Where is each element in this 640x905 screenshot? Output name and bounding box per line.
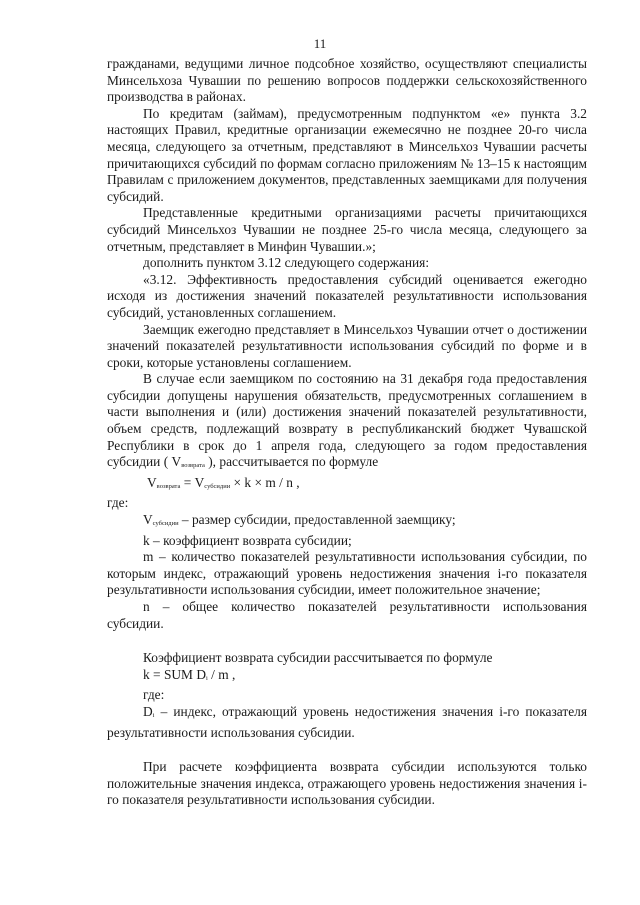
def-v-text: – размер субсидии, предоставленной заемщику; — [178, 512, 456, 528]
def-v-subscript: субсидии — [152, 520, 179, 528]
formula-return-volume — [107, 475, 587, 496]
spacer — [107, 632, 587, 650]
formula-k-rest: / m , — [207, 666, 236, 682]
spacer — [107, 741, 587, 759]
definition-d-index — [107, 704, 587, 741]
formula-coefficient — [107, 667, 587, 688]
v-return-subscript: возврата — [181, 462, 205, 470]
formula-k-sub: i — [205, 674, 208, 682]
def-d-symbol: D — [143, 703, 153, 719]
where-label-2: где: — [143, 687, 165, 703]
definition-m: m – количество показателей результативности использования субсидии, по которым индекс, отражающий уровень недостижения значения i-го показателя результативности использования субсидии, имеет положительное значение; — [107, 549, 587, 598]
paragraph-violation-return — [107, 371, 587, 475]
paragraph-calculations-submitted: Представленные кредитными организациями расчеты причитающихся субсидий Минсельхоз Чувашии не позднее 25-го числа месяца, следующего за отчетным, представляет в Минфин Чувашии.»; — [107, 205, 587, 254]
formula-v-subsidy: = V — [180, 474, 205, 490]
definition-v-subsidy — [107, 512, 587, 533]
paragraph-borrower-report: Заемщик ежегодно представляет в Минсельхоз Чувашии отчет о достижении значений показателей результативности использования субсидий по форме и в сроки, которые установлены соглашением. — [107, 321, 587, 370]
def-d-text: – индекс, отражающий уровень недостижения значения i-го показателя результативности использования субсидии. — [107, 703, 587, 740]
paragraph-clause-3-12: «3.12. Эффективность предоставления субсидий оценивается ежегодно исходя из достижения значений показателей результативности использования субсидий, установленных соглашением. — [107, 271, 587, 320]
paragraph-add-clause: дополнить пунктом 3.12 следующего содержания: — [143, 255, 430, 271]
formula-rest: × k × m / n , — [230, 474, 300, 490]
page-number: 11 — [313, 36, 327, 51]
paragraph-citizens-farms: гражданами, ведущими личное подсобное хозяйство, осуществляют специалисты Минсельхоза Чувашии по решению вопросов поддержки сельскохозяйственного производства в районах. — [107, 56, 587, 105]
definition-n: n – общее количество показателей результативности использования субсидии. — [107, 599, 587, 631]
paragraph-coefficient-formula: Коэффициент возврата субсидии рассчитывается по формуле — [143, 650, 493, 666]
violation-text: В случае если заемщиком по состоянию на 31 декабря года предоставления субсидии допущены нарушения обязательств, предусмотренных соглашением в части выполнения и (или) достижения значений показателей результативности, объем средств, подлежащий возврату в республиканский бюджет Чувашской Республики в срок до 1 апреля года, следующего за годом предоставления субсидии ( — [107, 371, 587, 470]
where-label-1: где: — [107, 495, 129, 511]
v-return-symbol: V — [171, 454, 182, 470]
formula-v-return-sub: возврата — [156, 482, 181, 490]
formula-v-return: V — [147, 474, 157, 490]
violation-text-end: ), рассчитывается по формуле — [204, 454, 379, 470]
definition-k: k – коэффициент возврата субсидии; — [143, 532, 352, 548]
document-body — [107, 56, 587, 809]
def-v-symbol: V — [143, 512, 153, 528]
paragraph-positive-values: При расчете коэффициента возврата субсидии используются только положительные значения индекса, отражающего уровень недостижения значения i-го показателя результативности использования субсидии. — [107, 759, 587, 808]
formula-k-main: k = SUM D — [143, 666, 206, 682]
def-d-subscript: i — [152, 711, 155, 719]
formula-v-subsidy-sub: субсидии — [204, 482, 231, 490]
paragraph-credit-organizations: По кредитам (займам), предусмотренным подпунктом «е» пункта 3.2 настоящих Правил, кредитные организации ежемесячно не позднее 20-го числа месяца, следующего за отчетным, представляют в Минсельхоз Чувашии расчеты причитающихся субсидий по формам согласно приложениям № 13–15 к настоящим Правилам с приложением документов, представленных заемщиками для получения субсидий. — [107, 105, 587, 204]
